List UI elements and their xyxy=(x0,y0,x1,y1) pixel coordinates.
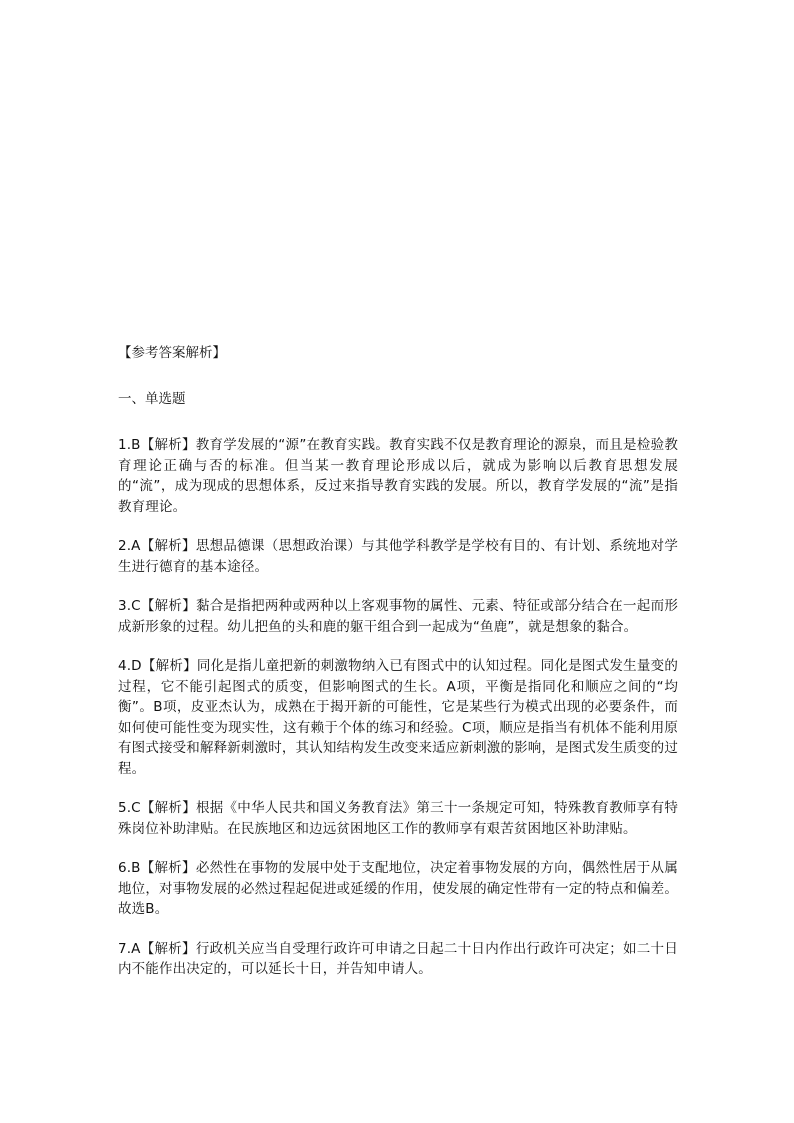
page-heading: 【参考答案解析】 xyxy=(118,345,226,361)
answer-paragraph-2: 2.A【解析】思想品德课（思想政治课）与其他学科教学是学校有目的、有计划、系统地对学生进行德育的基本途径。 xyxy=(118,538,678,575)
answer-paragraph-4: 4.D【解析】同化是指儿童把新的刺激物纳入已有图式中的认知过程。同化是图式发生量变的过程，它不能引起图式的质变，但影响图式的生长。A项，平衡是指同化和顺应之间的“均衡”。B项，皮亚杰认为，成熟在于揭开新的可能性，它是某些行为模式出现的必要条件，而如何使可能性变为现实性，这有赖于个体的练习和经验。C项，顺应是指当有机体不能利用原有图式接受和解释新刺激时，其认知结构发生改变来适应新刺激的影响，是图式发生质变的过程。 xyxy=(118,658,678,777)
answer-paragraph-1: 1.B【解析】教育学发展的“源”在教育实践。教育实践不仅是教育理论的源泉，而且是检验教育理论正确与否的标准。但当某一教育理论形成以后，就成为影响以后教育思想发展的“流”，成为现成的思想体系，反过来指导教育实践的发展。所以，教育学发展的“流”是指教育理论。 xyxy=(118,437,678,515)
answer-paragraph-7: 7.A【解析】行政机关应当自受理行政许可申请之日起二十日内作出行政许可决定；如二十日内不能作出决定的，可以延长十日，并告知申请人。 xyxy=(118,940,678,977)
section-title: 一、单选题 xyxy=(118,391,186,407)
answer-paragraph-3: 3.C【解析】黏合是指把两种或两种以上客观事物的属性、元素、特征或部分结合在一起而形成新形象的过程。幼儿把鱼的头和鹿的躯干组合到一起成为“鱼鹿”，就是想象的黏合。 xyxy=(118,598,678,635)
answer-explanation-section xyxy=(118,343,678,999)
answer-paragraph-6: 6.B【解析】必然性在事物的发展中处于支配地位，决定着事物发展的方向，偶然性居于从属地位，对事物发展的必然过程起促进或延缓的作用，使发展的确定性带有一定的特点和偏差。故选B。 xyxy=(118,860,678,917)
answer-paragraph-5: 5.C【解析】根据《中华人民共和国义务教育法》第三十一条规定可知，特殊教育教师享有特殊岗位补助津贴。在民族地区和边远贫困地区工作的教师享有艰苦贫困地区补助津贴。 xyxy=(118,800,678,837)
